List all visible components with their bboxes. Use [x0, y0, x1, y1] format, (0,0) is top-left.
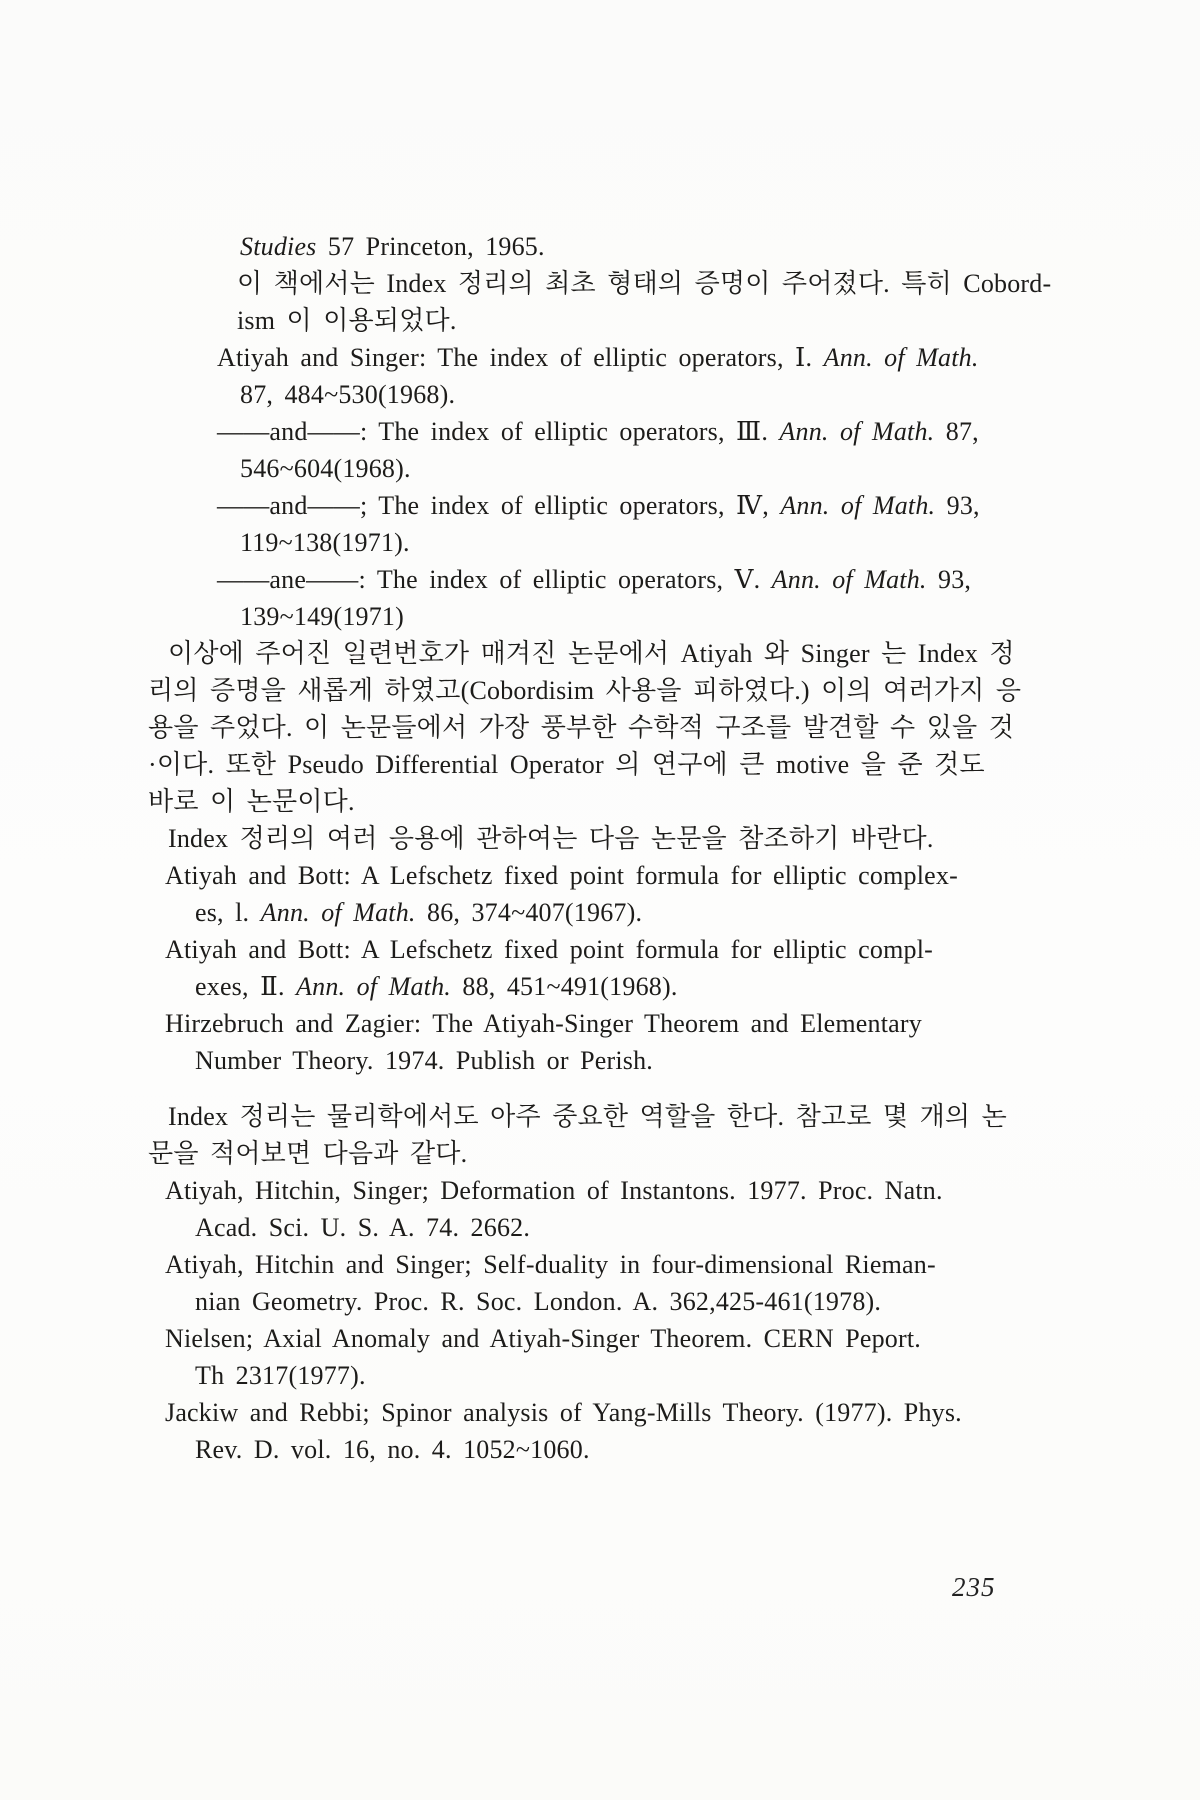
text-line	[148, 783, 1028, 820]
body-text: 87, 484~530(1968).	[240, 380, 456, 409]
body-text: 리의 증명을 새롭게 하였고(Cobordisim 사용을 피하였다.) 이의 여러가지 응	[148, 676, 1022, 705]
text-line	[195, 968, 1028, 1005]
text-line	[195, 1283, 1028, 1320]
body-text: 86, 374~407(1967).	[415, 898, 643, 927]
text-line	[195, 1209, 1028, 1246]
text-line	[217, 487, 1028, 524]
body-text: 용을 주었다. 이 논문들에서 가장 풍부한 수학적 구조를 발견할 수 있을 것	[148, 713, 1015, 742]
text-line	[195, 1042, 1028, 1079]
text-line	[217, 561, 1028, 598]
text-line	[165, 857, 1028, 894]
text-line	[195, 1357, 1028, 1394]
text-line	[237, 302, 1028, 339]
body-text: Number Theory. 1974. Publish or Perish.	[195, 1046, 654, 1075]
text-line	[168, 635, 1028, 672]
text-line	[240, 376, 1028, 413]
text-line	[195, 1431, 1028, 1468]
body-text: ——and——; The index of elliptic operators, Ⅳ,	[217, 491, 781, 520]
text-line	[240, 450, 1028, 487]
text-body	[148, 228, 1052, 1468]
body-text: 이 책에서는 Index 정리의 최초 형태의 증명이 주어졌다. 특히 Cobord-	[237, 269, 1052, 298]
text-line	[165, 931, 1028, 968]
body-text: Hirzebruch and Zagier: The Atiyah-Singer Theorem and Elementary	[165, 1009, 922, 1038]
body-text: Nielsen; Axial Anomaly and Atiyah-Singer Theorem. CERN Peport.	[165, 1324, 921, 1353]
body-text: exes, Ⅱ.	[195, 972, 297, 1001]
body-text: 93,	[926, 565, 972, 594]
body-text: Acad. Sci. U. S. A. 74. 2662.	[195, 1213, 531, 1242]
page-number: 235	[952, 1572, 996, 1602]
journal-title-text: Ann. of Math.	[260, 898, 416, 927]
body-text: es, l.	[195, 898, 261, 927]
body-text: Rev. D. vol. 16, no. 4. 1052~1060.	[195, 1435, 590, 1464]
text-line	[168, 820, 1028, 857]
body-text: Index 정리는 물리학에서도 아주 중요한 역할을 한다. 참고로 몇 개의 논	[168, 1102, 1007, 1131]
body-text: Atiyah and Bott: A Lefschetz fixed point formula for elliptic complex-	[165, 861, 958, 890]
journal-title-text: Ann. of Math.	[823, 343, 979, 372]
text-line	[148, 672, 1028, 709]
body-text: ·이다. 또한 Pseudo Differential Operator 의 연구에 큰 motive 을 준 것도	[148, 750, 985, 779]
body-text: ——and——: The index of elliptic operators, Ⅲ.	[217, 417, 780, 446]
body-text: 87,	[934, 417, 979, 446]
body-text: 57 Princeton, 1965.	[316, 232, 545, 261]
body-text: ism 이 이용되었다.	[237, 306, 457, 335]
body-text: nian Geometry. Proc. R. Soc. London. A. 362,425-461(1978).	[195, 1287, 882, 1316]
body-text: 바로 이 논문이다.	[148, 787, 355, 816]
journal-title-text: Ann. of Math.	[779, 417, 935, 446]
body-text: 93,	[935, 491, 980, 520]
text-line	[240, 524, 1028, 561]
body-text: 88, 451~491(1968).	[450, 972, 678, 1001]
body-text: 546~604(1968).	[240, 454, 411, 483]
body-text: 139~149(1971)	[240, 602, 404, 631]
text-line	[237, 265, 1052, 302]
text-line	[165, 1005, 1028, 1042]
text-line	[148, 709, 1028, 746]
text-line	[240, 228, 1028, 265]
journal-title-text: Ann. of Math.	[296, 972, 451, 1001]
text-line	[195, 894, 1028, 931]
body-text: Atiyah and Bott: A Lefschetz fixed point formula for elliptic compl-	[165, 935, 933, 964]
text-line	[217, 339, 1028, 376]
text-line	[165, 1172, 1028, 1209]
body-text: 119~138(1971).	[240, 528, 410, 557]
text-line	[165, 1246, 1028, 1283]
body-text: ——ane——: The index of elliptic operators, Ⅴ.	[217, 565, 772, 594]
text-line	[165, 1320, 1028, 1357]
body-text: 문을 적어보면 다음과 같다.	[148, 1139, 468, 1168]
text-line	[240, 598, 1028, 635]
body-text: Index 정리의 여러 응용에 관하여는 다음 논문을 참조하기 바란다.	[168, 824, 934, 853]
body-text: Th 2317(1977).	[195, 1361, 366, 1390]
journal-title-text: Studies	[240, 232, 317, 261]
text-line	[165, 1394, 1028, 1431]
text-line	[148, 1135, 1028, 1172]
body-text: Atiyah and Singer: The index of elliptic operators, Ⅰ.	[217, 343, 824, 372]
text-line	[217, 413, 1028, 450]
body-text: Atiyah, Hitchin, Singer; Deformation of Instantons. 1977. Proc. Natn.	[165, 1176, 943, 1205]
journal-title-text: Ann. of Math.	[771, 565, 927, 594]
text-line	[168, 1098, 1028, 1135]
body-text: Atiyah, Hitchin and Singer; Self-duality in four-dimensional Rieman-	[165, 1250, 936, 1279]
body-text: Jackiw and Rebbi; Spinor analysis of Yang-Mills Theory. (1977). Phys.	[165, 1398, 962, 1427]
body-text: 이상에 주어진 일련번호가 매겨진 논문에서 Atiyah 와 Singer 는 Index 정	[168, 639, 1015, 668]
text-line	[148, 746, 1028, 783]
journal-title-text: Ann. of Math.	[780, 491, 936, 520]
